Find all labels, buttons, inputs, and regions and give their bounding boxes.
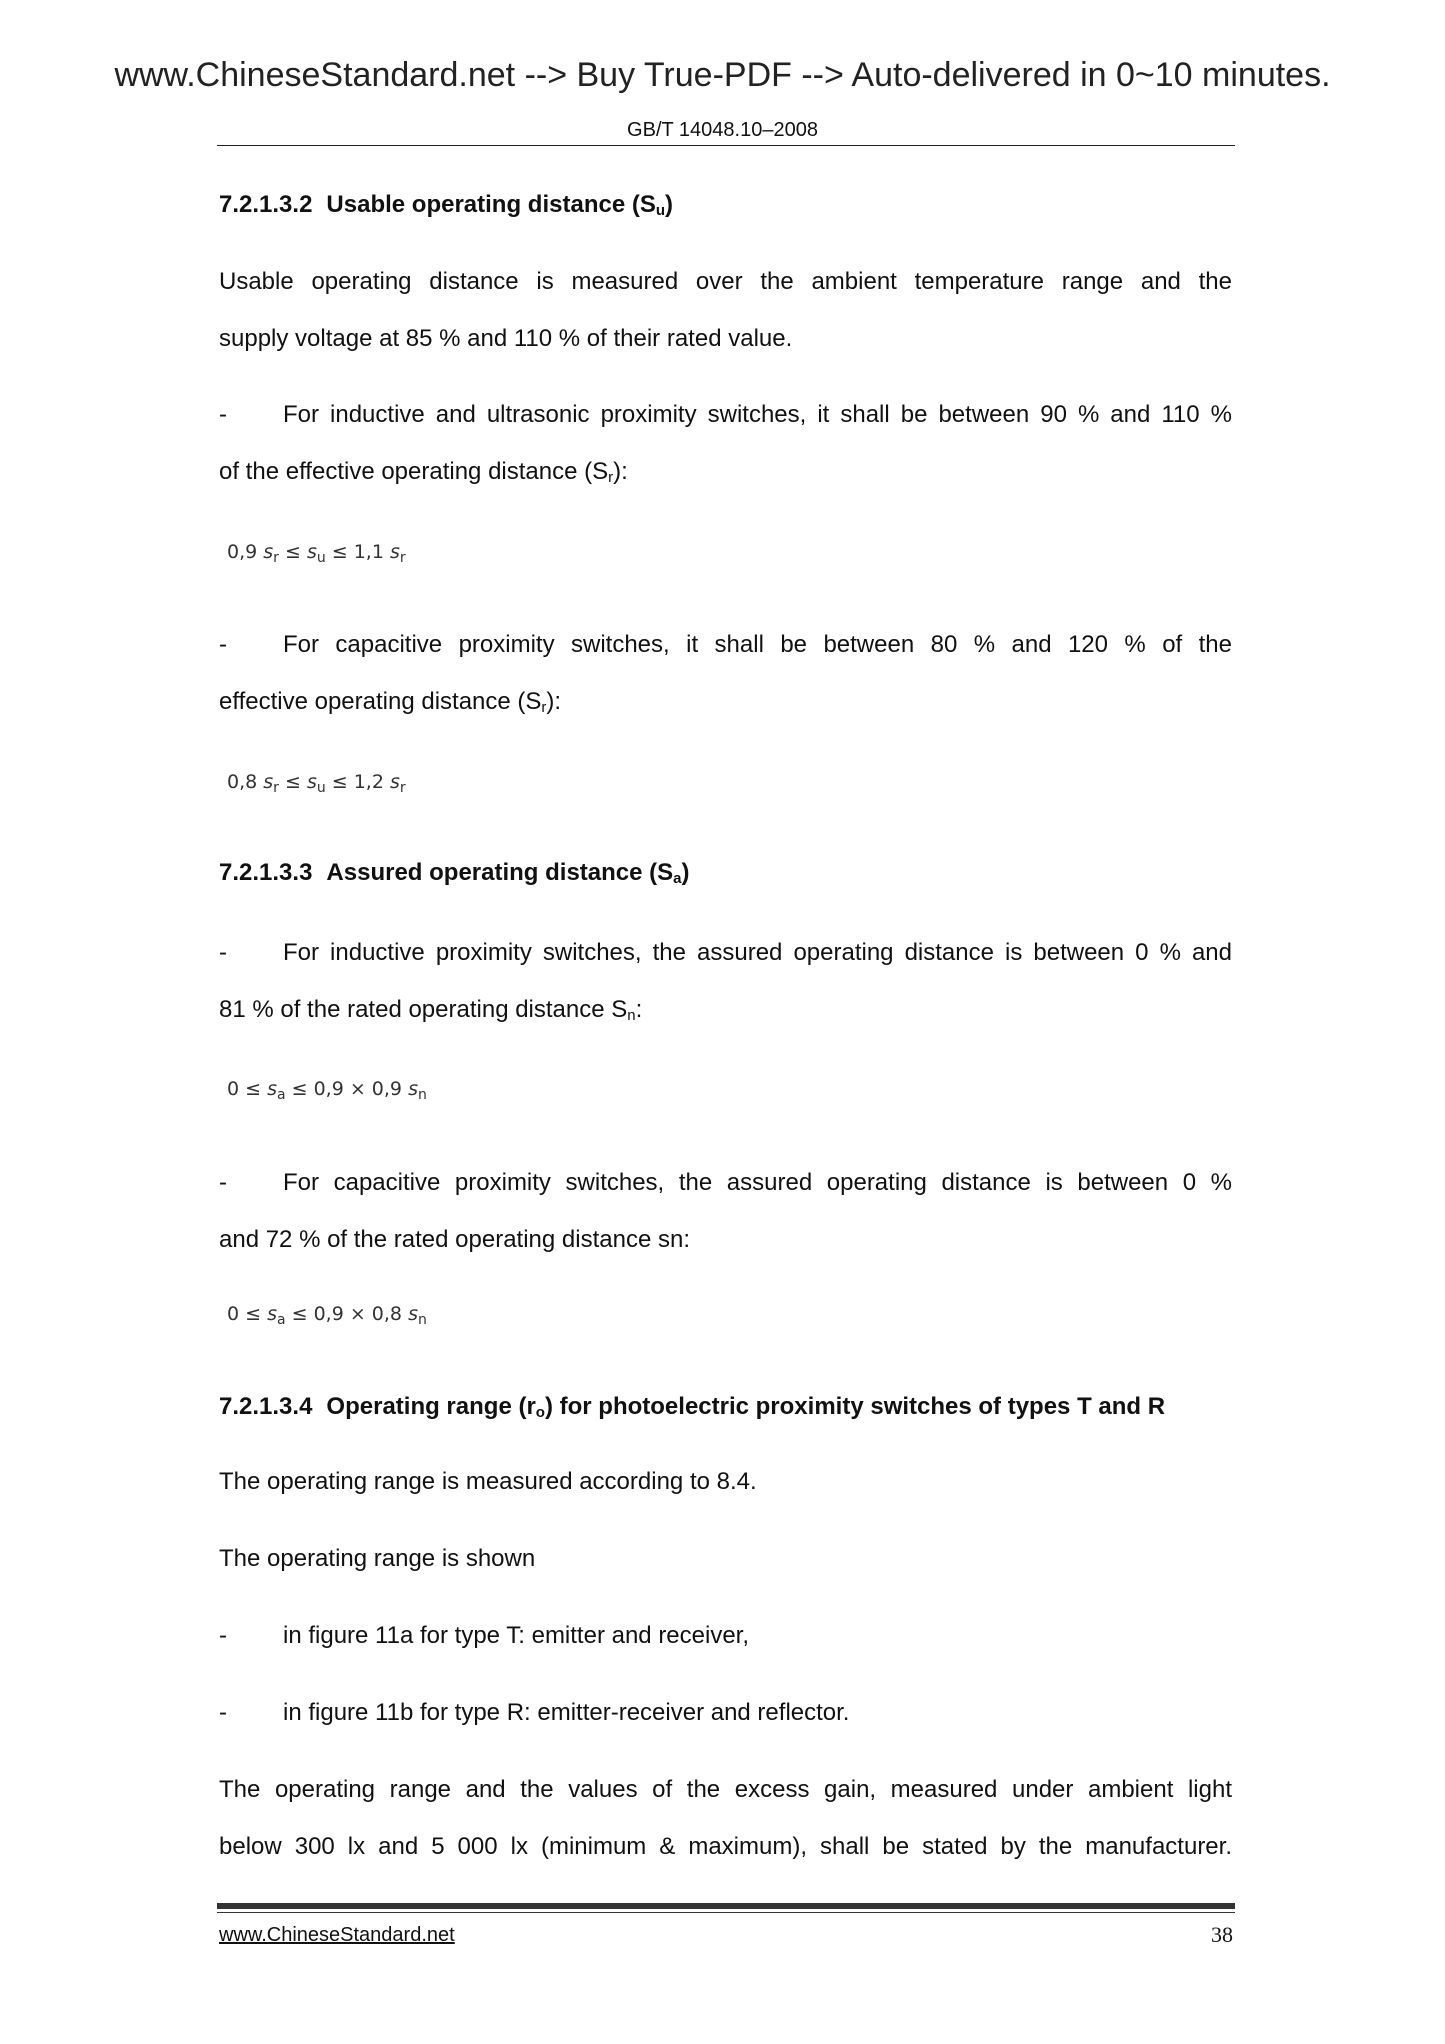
bullet-dash: - xyxy=(219,631,227,658)
paragraph-line xyxy=(219,981,1232,1044)
header-rule xyxy=(217,145,1235,146)
page-number: 38 xyxy=(1211,1922,1233,1947)
formula-sub: n xyxy=(417,1312,427,1328)
subscript: r xyxy=(541,699,547,716)
bullet-item xyxy=(219,1154,1232,1211)
paragraph-line: and 72 % of the rated operating distance sn: xyxy=(219,1226,690,1253)
subscript: r xyxy=(608,469,614,486)
section-title: Usable operating distance (S xyxy=(326,191,656,218)
section-title: Assured operating distance (S xyxy=(326,859,674,886)
bullet-text: For capacitive proximity switches, it shall be between 80 % and 120 % of the xyxy=(283,631,1232,658)
text-run: : xyxy=(635,996,643,1023)
text-run: ): xyxy=(546,688,562,715)
text-run: of the effective operating distance (S xyxy=(219,458,609,485)
title-subscript: a xyxy=(673,870,682,887)
paragraph-line: The operating range is shown xyxy=(219,1545,536,1572)
bullet-text: For inductive and ultrasonic proximity switches, it shall be between 90 % and 110 % xyxy=(283,401,1232,428)
section-title-rest: ) for photoelectric proximity switches of types T and R xyxy=(544,1393,1166,1420)
formula-usable-inductive xyxy=(227,541,1240,566)
formula-var: s xyxy=(389,771,400,793)
formula-assured-inductive xyxy=(227,1078,1240,1103)
bullet-item xyxy=(219,616,1232,673)
footer-rule xyxy=(217,1903,1235,1909)
text-run: ): xyxy=(613,458,628,485)
formula-sub: a xyxy=(277,1087,286,1103)
bullet-text: For inductive proximity switches, the assured operating distance is between 0 % and xyxy=(283,939,1232,966)
bullet-item xyxy=(219,1607,1232,1664)
bullet-item xyxy=(219,386,1232,443)
bullet-text: in figure 11b for type R: emitter-receiver and reflector. xyxy=(283,1699,850,1726)
section-heading-operating-range xyxy=(219,1392,1232,1428)
section-heading-assured-distance xyxy=(219,858,1232,894)
formula-text: 0 ≤ xyxy=(227,1078,268,1100)
paragraph-line: supply voltage at 85 % and 110 % of their rated value. xyxy=(219,325,793,352)
paragraph-line: below 300 lx and 5 000 lx (minimum & maximum), shall be stated by the manufacturer. xyxy=(219,1833,1232,1860)
formula-sub: r xyxy=(399,780,406,796)
formula-sub: n xyxy=(417,1087,427,1103)
formula-text: 0,8 xyxy=(227,771,264,793)
formula-var: s xyxy=(306,541,317,563)
bullet-dash: - xyxy=(219,939,227,966)
title-subscript: o xyxy=(535,1404,545,1421)
subscript: n xyxy=(627,1007,636,1024)
formula-assured-capacitive xyxy=(227,1303,1240,1328)
footer-rule-thin xyxy=(217,1912,1235,1913)
formula-var: s xyxy=(267,1078,277,1100)
formula-var: s xyxy=(263,541,274,563)
section-title: Operating range (r xyxy=(326,1393,536,1420)
bullet-dash: - xyxy=(219,1622,227,1649)
bullet-dash: - xyxy=(219,401,227,428)
section-number: 7.2.1.3.3 xyxy=(219,859,313,886)
bullet-item xyxy=(219,1684,1232,1741)
formula-sub: r xyxy=(273,780,279,796)
formula-var: s xyxy=(263,771,274,793)
paragraph-line: The operating range is measured according to 8.4. xyxy=(219,1468,757,1495)
title-end: ) xyxy=(665,191,674,218)
formula-sub: r xyxy=(273,550,279,566)
formula-sub: u xyxy=(316,780,326,796)
text-run: effective operating distance (S xyxy=(219,688,542,715)
text-run: 81 % of the rated operating distance S xyxy=(219,996,628,1023)
bullet-text: in figure 11a for type T: emitter and receiver, xyxy=(283,1622,750,1649)
title-end: ) xyxy=(681,859,690,886)
paragraph-line: The operating range and the values of the excess gain, measured under ambient light xyxy=(219,1776,1232,1803)
section-heading-usable-distance xyxy=(219,190,1232,226)
paragraph-line xyxy=(219,443,1232,506)
formula-var: s xyxy=(408,1303,418,1325)
section-number: 7.2.1.3.4 xyxy=(219,1393,313,1420)
paragraph-line: Usable operating distance is measured over the ambient temperature range and the xyxy=(219,268,1232,295)
formula-text: ≤ 0,9 × 0,9 xyxy=(285,1078,409,1100)
section-number: 7.2.1.3.2 xyxy=(219,191,313,218)
bullet-dash: - xyxy=(219,1699,227,1726)
formula-text: ≤ xyxy=(278,771,307,793)
promo-banner: www.ChineseStandard.net --> Buy True-PDF --> Auto-delivered in 0~10 minutes. xyxy=(114,56,1331,94)
footer-website-link[interactable]: www.ChineseStandard.net xyxy=(219,1924,455,1946)
formula-sub: r xyxy=(399,550,406,566)
bullet-text: For capacitive proximity switches, the assured operating distance is between 0 % xyxy=(283,1169,1232,1196)
standard-number-header: GB/T 14048.10–2008 xyxy=(627,119,818,141)
formula-text: ≤ 1,2 xyxy=(325,771,390,793)
formula-text: ≤ 1,1 xyxy=(325,541,390,563)
paragraph-line xyxy=(219,673,1232,736)
formula-var: s xyxy=(389,541,400,563)
formula-var: s xyxy=(408,1078,418,1100)
bullet-dash: - xyxy=(219,1169,227,1196)
title-subscript: u xyxy=(655,202,666,219)
formula-var: s xyxy=(306,771,317,793)
bullet-item xyxy=(219,924,1232,981)
formula-text: 0 ≤ xyxy=(227,1303,268,1325)
formula-var: s xyxy=(267,1303,277,1325)
formula-text: 0,9 xyxy=(227,541,264,563)
formula-sub: a xyxy=(277,1312,286,1328)
formula-usable-capacitive xyxy=(227,771,1240,796)
formula-sub: u xyxy=(316,550,326,566)
formula-text: ≤ xyxy=(278,541,307,563)
formula-text: ≤ 0,9 × 0,8 xyxy=(285,1303,409,1325)
